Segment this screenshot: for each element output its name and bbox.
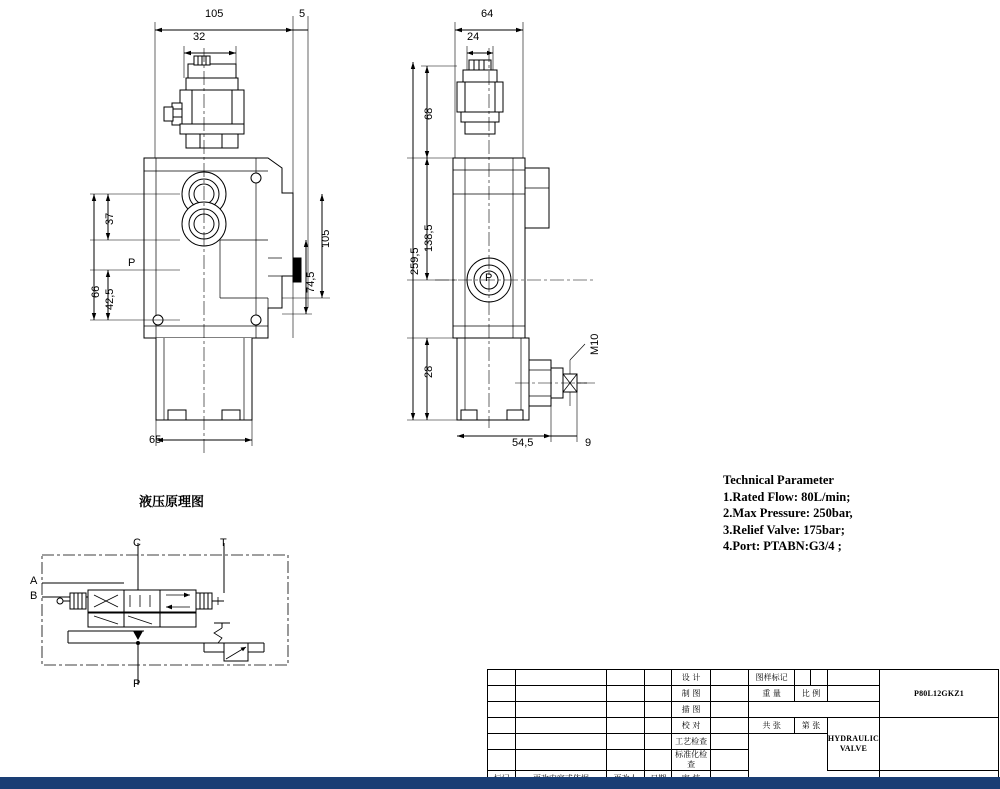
dim-side-28: 28 — [423, 365, 435, 378]
front-view — [60, 8, 400, 458]
schematic-label-c: C — [133, 537, 141, 549]
dim-side-64: 64 — [481, 8, 494, 20]
technical-line-2: 2.Max Pressure: 250bar, — [723, 506, 853, 520]
tb-mid-label-2: 描 图 — [672, 702, 711, 718]
technical-parameters — [723, 472, 853, 555]
schematic-label-t: T — [220, 537, 227, 549]
dim-side-138-5: 138,5 — [423, 224, 435, 252]
dim-front-74-5: 74,5 — [305, 271, 317, 293]
tb-right-label-0: 图样标记 — [749, 670, 795, 686]
hydraulic-schematic — [28, 535, 308, 695]
tb-right-label-3: 共 张 — [749, 718, 795, 734]
dim-side-259-5: 259,5 — [409, 247, 421, 275]
dim-front-37: 37 — [104, 212, 116, 225]
tb-right-label-2: 比 例 — [795, 686, 828, 702]
tb-mid-label-3: 校 对 — [672, 718, 711, 734]
dim-front-66: 66 — [90, 285, 102, 298]
tb-right-label-1: 重 量 — [749, 686, 795, 702]
dim-front-65: 65 — [149, 434, 162, 446]
title-block — [487, 669, 999, 787]
side-port-label-p: P — [485, 272, 493, 284]
dim-front-42-5: 42,5 — [104, 288, 116, 310]
tb-mid-label-0: 设 计 — [672, 670, 711, 686]
tb-right-label-4: 第 张 — [795, 718, 828, 734]
front-port-label-p: P — [128, 257, 136, 269]
technical-line-3: 3.Relief Valve: 175bar; — [723, 522, 845, 537]
dim-side-m10: M10 — [589, 333, 601, 355]
dim-side-54-5: 54,5 — [512, 437, 534, 449]
part-number: P80L12GKZ1 — [880, 670, 999, 718]
dim-front-105-vert: 105 — [320, 229, 332, 248]
dim-side-24: 24 — [467, 31, 480, 43]
dim-side-68: 68 — [423, 107, 435, 120]
tb-mid-label-1: 制 图 — [672, 686, 711, 702]
part-name: HYDRAULIC VALVE — [827, 718, 879, 771]
schematic-label-a: A — [30, 575, 38, 587]
dim-front-32: 32 — [193, 31, 206, 43]
technical-line-1: 1.Rated Flow: 80L/min; — [723, 489, 851, 504]
technical-line-4: 4.Port: PTABN:G3/4 ; — [723, 539, 842, 553]
schematic-label-p: P — [133, 678, 141, 690]
technical-heading: Technical Parameter — [723, 473, 834, 487]
dim-front-105: 105 — [205, 8, 224, 20]
schematic-title: 液压原理图 — [139, 495, 205, 510]
schematic-label-b: B — [30, 590, 38, 602]
dim-front-5: 5 — [299, 8, 306, 20]
dim-side-9: 9 — [585, 437, 592, 449]
tb-mid-label-5: 标准化检查 — [672, 750, 711, 771]
tb-mid-label-4: 工艺检查 — [672, 734, 711, 750]
bottom-accent-bar — [0, 777, 1000, 789]
